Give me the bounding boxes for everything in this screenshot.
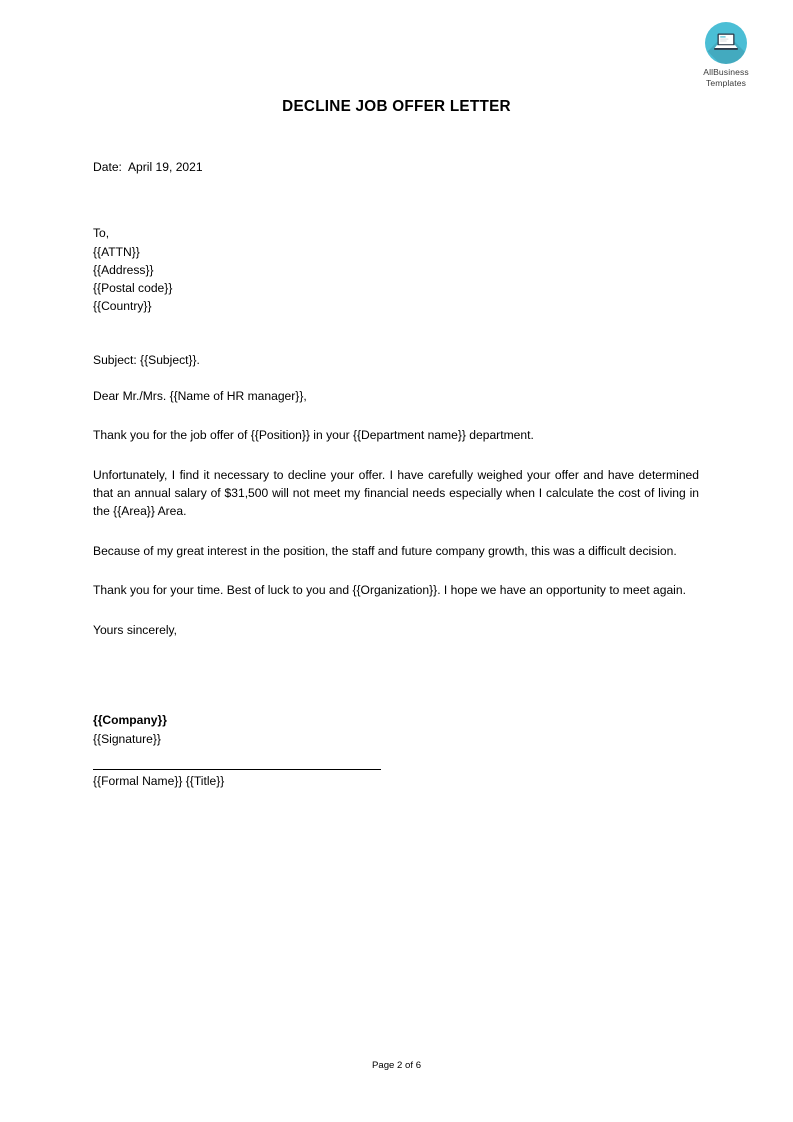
body-paragraph-4: Thank you for your time. Best of luck to you and {{Organization}}. I hope we have an opportunity to meet again.: [93, 582, 686, 597]
recipient-address: {{Address}}: [93, 262, 154, 277]
signature-placeholder: {{Signature}}: [93, 731, 161, 746]
body-paragraph-2: Unfortunately, I find it necessary to decline your offer. I have carefully weighed your offer and have determined that an annual salary of $31,500 will not meet my financial needs especially when I calculate the cost of living in the {{Area}} Area.: [93, 467, 699, 519]
salutation-line: Dear Mr./Mrs. {{Name of HR manager}},: [93, 389, 307, 404]
body-paragraph-1: Thank you for the job offer of {{Position}} in your {{Department name}} department.: [93, 428, 534, 443]
brand-logo: [686, 22, 766, 88]
logo-caption: [686, 67, 766, 88]
date-line: [93, 158, 699, 176]
signature-rule: [93, 769, 381, 770]
recipient-country: {{Country}}: [93, 299, 152, 314]
letter-body: [93, 158, 699, 790]
date-label: Date:: [93, 160, 122, 174]
signature-company: {{Company}}: [93, 713, 167, 728]
date-value: April 19, 2021: [127, 160, 203, 174]
recipient-attn: {{ATTN}}: [93, 244, 140, 259]
logo-caption-line2: Templates: [705, 77, 747, 88]
body-paragraph-3: Because of my great interest in the position, the staff and future company growth, this was a difficult decision.: [93, 543, 677, 558]
page-footer: Page 2 of 6: [371, 1060, 422, 1071]
page-title: DECLINE JOB OFFER LETTER: [282, 98, 511, 115]
logo-circle: [705, 22, 747, 64]
signature-block: [93, 639, 699, 790]
laptop-icon: [705, 22, 747, 64]
signature-formal-name: {{Formal Name}} {{Title}}: [93, 774, 225, 789]
recipient-postal-code: {{Postal code}}: [93, 281, 173, 296]
closing-line: Yours sincerely,: [93, 623, 178, 638]
logo-caption-line1: AllBusiness: [703, 67, 749, 77]
recipient-to-label: To,: [93, 226, 110, 241]
subject-line: Subject: {{Subject}}.: [93, 352, 200, 367]
recipient-address-block: [93, 176, 699, 315]
